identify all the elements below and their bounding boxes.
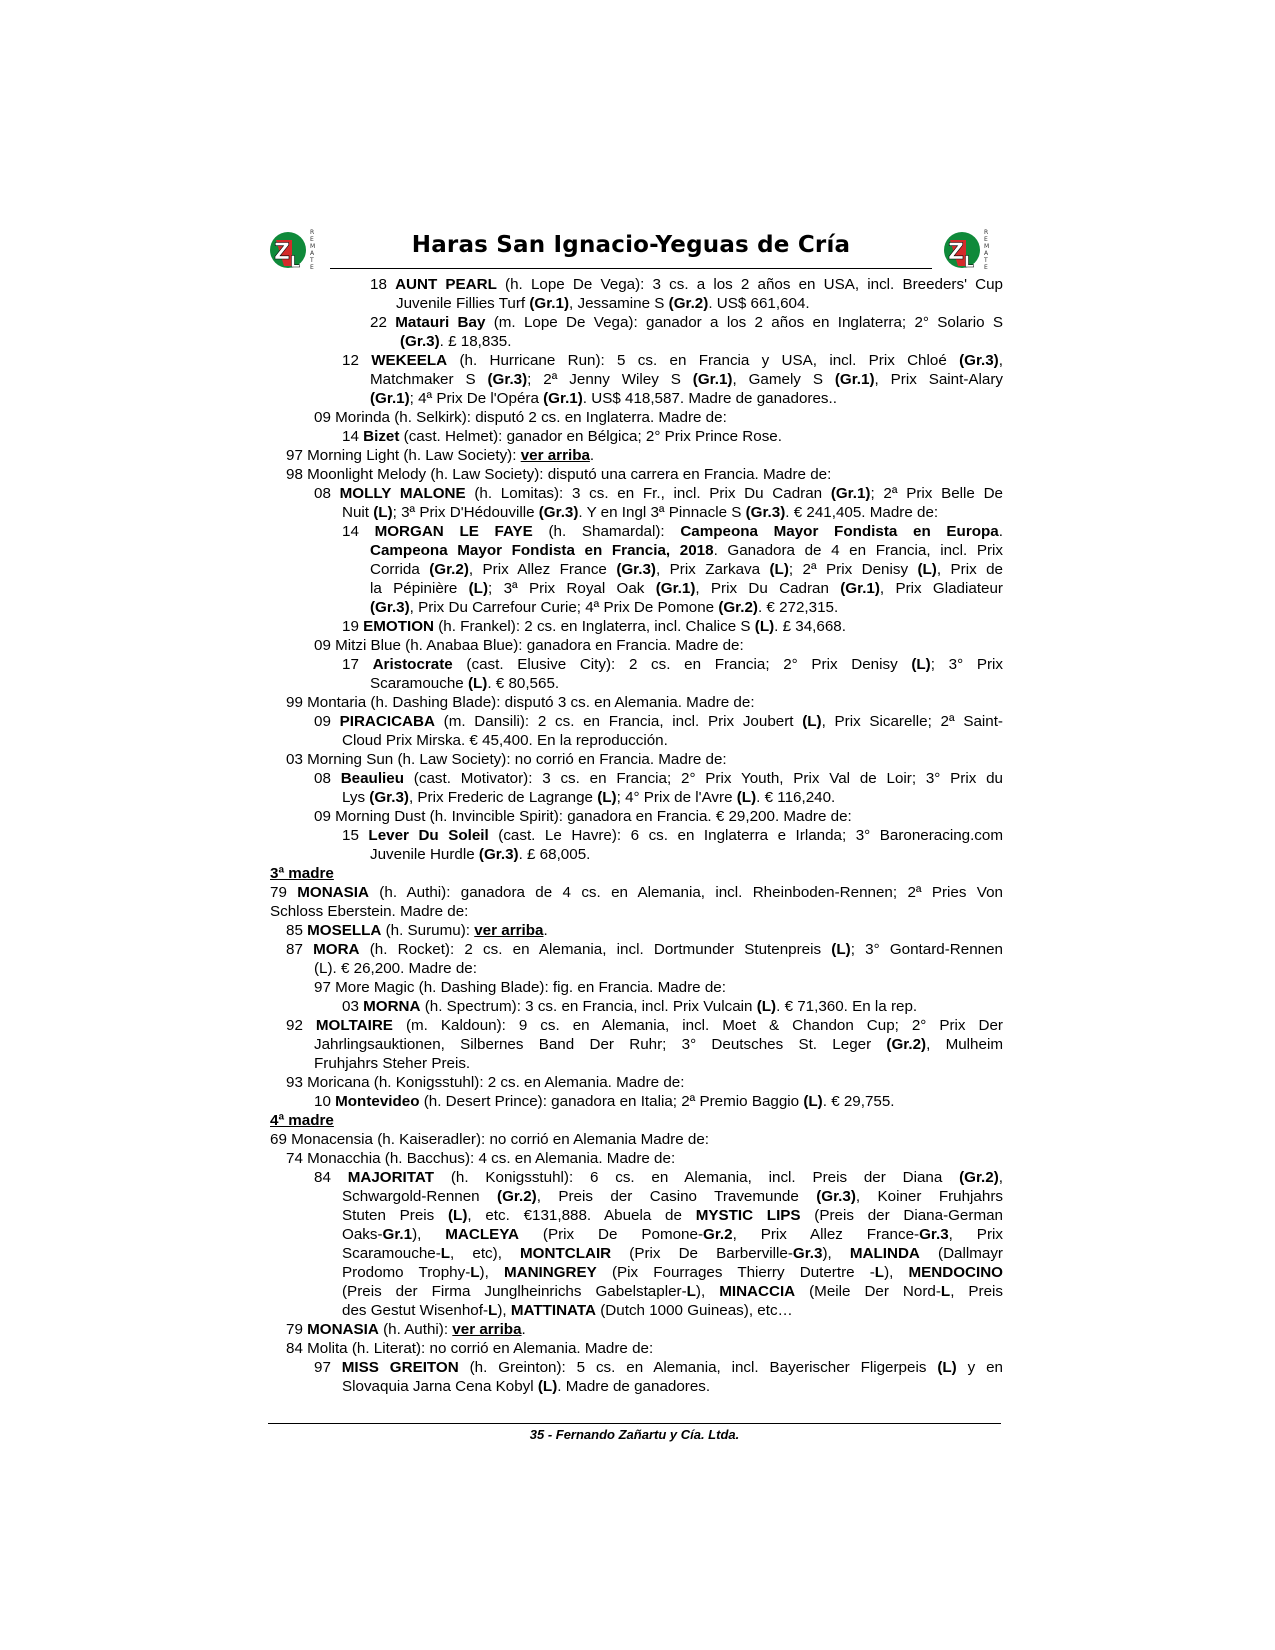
svg-text:R: R xyxy=(310,229,315,236)
svg-text:E: E xyxy=(984,236,988,243)
text-line: 92 MOLTAIRE (m. Kaldoun): 9 cs. en Alemania, incl. Moet & Chandon Cup; 2° Prix Der xyxy=(286,1017,1003,1034)
text-line: 03 Morning Sun (h. Law Society): no corrió en Francia. Madre de: xyxy=(286,751,727,768)
text-line: 03 MORNA (h. Spectrum): 3 cs. en Francia, incl. Prix Vulcain (L). € 71,360. En la rep. xyxy=(342,998,918,1015)
text-line: 93 Moricana (h. Konigsstuhl): 2 cs. en Alemania. Madre de: xyxy=(286,1074,685,1091)
text-line: (Gr.3). £ 18,835. xyxy=(400,333,512,350)
svg-text:T: T xyxy=(984,257,988,264)
text-line: Jahrlingsauktionen, Silbernes Band Der Ruhr; 3° Deutsches St. Leger (Gr.2), Mulheim xyxy=(314,1036,1003,1053)
text-line: 17 Aristocrate (cast. Elusive City): 2 cs. en Francia; 2° Prix Denisy (L); 3° Prix xyxy=(342,656,1003,673)
section-heading: 3ª madre xyxy=(270,865,334,882)
text-line: Schwargold-Rennen (Gr.2), Preis der Casino Travemunde (Gr.3), Koiner Fruhjahrs xyxy=(342,1188,1003,1205)
text-line: 19 EMOTION (h. Frankel): 2 cs. en Inglaterra, incl. Chalice S (L). £ 34,668. xyxy=(342,618,846,635)
text-line: (Gr.1); 4ª Prix De l'Opéra (Gr.1). US$ 418,587. Madre de ganadores.. xyxy=(370,390,837,407)
svg-text:Z: Z xyxy=(274,240,290,265)
text-line: 84 MAJORITAT (h. Konigsstuhl): 6 cs. en Alemania, incl. Preis der Diana (Gr.2), xyxy=(314,1169,1003,1186)
text-line: Cloud Prix Mirska. € 45,400. En la reproducción. xyxy=(342,732,668,749)
svg-text:L: L xyxy=(290,252,301,271)
svg-text:Z: Z xyxy=(948,240,964,265)
text-line: 18 AUNT PEARL (h. Lope De Vega): 3 cs. a los 2 años en USA, incl. Breeders' Cup xyxy=(370,276,1003,293)
text-line: Juvenile Hurdle (Gr.3). £ 68,005. xyxy=(370,846,591,863)
remates-logo-right xyxy=(942,226,994,272)
text-line: 08 MOLLY MALONE (h. Lomitas): 3 cs. en Fr., incl. Prix Du Cadran (Gr.1); 2ª Prix Belle De xyxy=(314,485,1003,502)
svg-text:A: A xyxy=(984,250,989,257)
text-line: 79 MONASIA (h. Authi): ver arriba. xyxy=(286,1321,526,1338)
text-line: 12 WEKEELA (h. Hurricane Run): 5 cs. en Francia y USA, incl. Prix Chloé (Gr.3), xyxy=(342,352,1003,369)
text-line: Juvenile Fillies Turf (Gr.1), Jessamine S (Gr.2). US$ 661,604. xyxy=(396,295,810,312)
svg-text:L: L xyxy=(964,252,975,271)
footer-rule xyxy=(268,1423,1001,1424)
text-line: 14 Bizet (cast. Helmet): ganador en Bélgica; 2° Prix Prince Rose. xyxy=(342,428,782,445)
svg-text:T: T xyxy=(310,257,314,264)
text-line: 87 MORA (h. Rocket): 2 cs. en Alemania, incl. Dortmunder Stutenpreis (L); 3° Gontard-Rennen xyxy=(286,941,1003,958)
text-line: 85 MOSELLA (h. Surumu): ver arriba. xyxy=(286,922,548,939)
text-line: (Gr.3), Prix Du Carrefour Curie; 4ª Prix De Pomone (Gr.2). € 272,315. xyxy=(370,599,839,616)
text-line: 97 More Magic (h. Dashing Blade): fig. en Francia. Madre de: xyxy=(314,979,726,996)
text-line: 09 Morning Dust (h. Invincible Spirit): ganadora en Francia. € 29,200. Madre de: xyxy=(314,808,852,825)
text-line: 69 Monacensia (h. Kaiseradler): no corrió en Alemania Madre de: xyxy=(270,1131,709,1148)
svg-text:M: M xyxy=(984,243,990,250)
text-line: 09 PIRACICABA (m. Dansili): 2 cs. en Francia, incl. Prix Joubert (L), Prix Sicarelle; 2ª Saint- xyxy=(314,713,1003,730)
text-line: Scaramouche (L). € 80,565. xyxy=(370,675,560,692)
svg-text:E: E xyxy=(310,264,314,271)
text-line: Schloss Eberstein. Madre de: xyxy=(270,903,469,920)
text-line: 99 Montaria (h. Dashing Blade): disputó 3 cs. en Alemania. Madre de: xyxy=(286,694,755,711)
text-line: Matchmaker S (Gr.3); 2ª Jenny Wiley S (Gr.1), Gamely S (Gr.1), Prix Saint-Alary xyxy=(370,371,1003,388)
page-header xyxy=(268,226,994,276)
text-line: 10 Montevideo (h. Desert Prince): ganadora en Italia; 2ª Premio Baggio (L). € 29,755. xyxy=(314,1093,895,1110)
text-line: Stuten Preis (L), etc. €131,888. Abuela de MYSTIC LIPS (Preis der Diana-German xyxy=(342,1207,1003,1224)
text-line: Campeona Mayor Fondista en Francia, 2018. Ganadora de 4 en Francia, incl. Prix xyxy=(370,542,1003,559)
text-line: 97 Morning Light (h. Law Society): ver arriba. xyxy=(286,447,595,464)
text-line: 98 Moonlight Melody (h. Law Society): disputó una carrera en Francia. Madre de: xyxy=(286,466,832,483)
text-line: Prodomo Trophy-L), MANINGREY (Pix Fourrages Thierry Dutertre -L), MENDOCINO xyxy=(342,1264,1003,1281)
remates-logo-left xyxy=(268,226,320,272)
text-line: 74 Monacchia (h. Bacchus): 4 cs. en Alemania. Madre de: xyxy=(286,1150,676,1167)
svg-text:E: E xyxy=(984,264,988,271)
text-line: 09 Morinda (h. Selkirk): disputó 2 cs. en Inglaterra. Madre de: xyxy=(314,409,727,426)
text-line: Fruhjahrs Steher Preis. xyxy=(314,1055,471,1072)
pedigree-text xyxy=(270,275,1003,1396)
header-rule xyxy=(330,268,932,269)
text-line: Nuit (L); 3ª Prix D'Hédouville (Gr.3). Y en Ingl 3ª Pinnacle S (Gr.3). € 241,405. Madre de: xyxy=(342,504,939,521)
svg-text:R: R xyxy=(984,229,989,236)
text-line: (L). € 26,200. Madre de: xyxy=(314,960,477,977)
section-heading: 4ª madre xyxy=(270,1112,334,1129)
text-line: Corrida (Gr.2), Prix Allez France (Gr.3), Prix Zarkava (L); 2ª Prix Denisy (L), Prix de xyxy=(370,561,1003,578)
text-line: la Pépinière (L); 3ª Prix Royal Oak (Gr.1), Prix Du Cadran (Gr.1), Prix Gladiateur xyxy=(370,580,1003,597)
text-line: Oaks-Gr.1), MACLEYA (Prix De Pomone-Gr.2, Prix Allez France-Gr.3, Prix xyxy=(342,1226,1003,1243)
text-line: 97 MISS GREITON (h. Greinton): 5 cs. en Alemania, incl. Bayerischer Fligerpeis (L) y en xyxy=(314,1359,1003,1376)
svg-text:A: A xyxy=(310,250,315,257)
text-line: des Gestut Wisenhof-L), MATTINATA (Dutch 1000 Guineas), etc… xyxy=(342,1302,793,1319)
text-line: 79 MONASIA (h. Authi): ganadora de 4 cs. en Alemania, incl. Rheinboden-Rennen; 2ª Pries Von xyxy=(270,884,1003,901)
svg-text:M: M xyxy=(310,243,316,250)
page-footer: 35 - Fernando Zañartu y Cía. Ltda. xyxy=(529,1427,740,1442)
svg-text:E: E xyxy=(310,236,314,243)
text-line: (Preis der Firma Junglheinrichs Gabelstapler-L), MINACCIA (Meile Der Nord-L, Preis xyxy=(342,1283,1003,1300)
text-line: 22 Matauri Bay (m. Lope De Vega): ganador a los 2 años en Inglaterra; 2° Solario S xyxy=(370,314,1003,331)
text-line: Slovaquia Jarna Cena Kobyl (L). Madre de ganadores. xyxy=(342,1378,711,1395)
text-line: 15 Lever Du Soleil (cast. Le Havre): 6 cs. en Inglaterra e Irlanda; 3° Baroneracing.com xyxy=(342,827,1003,844)
page-title: Haras San Ignacio-Yeguas de Cría xyxy=(411,232,851,258)
text-line: Lys (Gr.3), Prix Frederic de Lagrange (L); 4° Prix de l'Avre (L). € 116,240. xyxy=(342,789,836,806)
text-line: 09 Mitzi Blue (h. Anabaa Blue): ganadora en Francia. Madre de: xyxy=(314,637,744,654)
text-line: 08 Beaulieu (cast. Motivator): 3 cs. en Francia; 2° Prix Youth, Prix Val de Loir; 3° Prix du xyxy=(314,770,1003,787)
text-line: Scaramouche-L, etc), MONTCLAIR (Prix De Barberville-Gr.3), MALINDA (Dallmayr xyxy=(342,1245,1003,1262)
text-line: 84 Molita (h. Literat): no corrió en Alemania. Madre de: xyxy=(286,1340,654,1357)
text-line: 14 MORGAN LE FAYE (h. Shamardal): Campeona Mayor Fondista en Europa. xyxy=(342,523,1003,540)
